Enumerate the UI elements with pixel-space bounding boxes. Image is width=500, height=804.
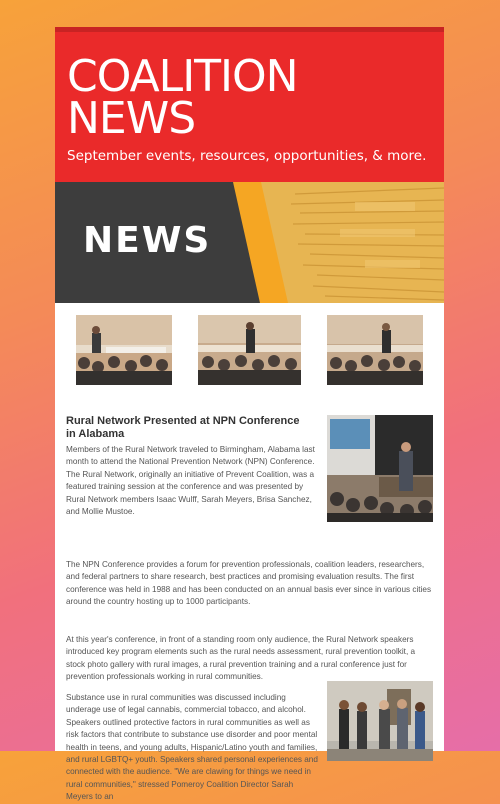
- news-banner: [55, 182, 444, 303]
- article: [66, 415, 433, 802]
- article-paragraph-4: Substance use in rural communities was discussed including underage use of legal cannabis, commercial tobacco, and alcohol. Speakers outlined protective factors in rural communities as well as risk factors that contribute to substance use disorder and poor mental health in teens, and young adults, Hispanic/Latino youth and families, and rural LGBTQ+ youth. Speakers shared personal experiences and connected with the audience. "We are clawing for things we need in rural communities," stressed Pomeroy Coalition Director Sarah Meyers to an: [66, 693, 318, 802]
- article-headline: Rural Network Presented at NPN Conference in Alabama: [66, 415, 300, 440]
- newsletter-card: [55, 27, 444, 802]
- article-paragraph-3: At this year's conference, in front of a standing room only audience, the Rural Network speakers introduced key program elements such as the rural needs assessment, rural prevention toolkit, a stock photo gallery with rural images, a rural prevention training and a rural conference just for prevention professionals working in rural communities.: [66, 635, 416, 682]
- gallery-photo-2[interactable]: [198, 315, 301, 385]
- article-paragraph-2: The NPN Conference provides a forum for prevention professionals, coalition leaders, researchers, and federal partners to share research, best practices and promising evaluation results. The first conference was held in 1988 and has been conducted on an annual basis ever since in various cities around the country hosting up to 1000 participants.: [66, 560, 432, 607]
- gallery-photo-3[interactable]: [327, 315, 423, 385]
- masthead: [55, 32, 444, 182]
- article-photo-speaker[interactable]: [327, 415, 433, 522]
- banner-news-word: NEWS: [83, 220, 212, 261]
- photo-gallery: [55, 303, 444, 387]
- newsletter-title: COALITION NEWS: [67, 51, 298, 144]
- article-paragraph-1: Members of the Rural Network traveled to Birmingham, Alabama last month to attend the National Prevention Network (NPN) Conference. The Rural Network, originally an initiative of Prevent Coalition, was a featured training session at the conference and was presented by Rural Network members Isaac Wulff, Sarah Meyers, Brisa Sanchez, and Mollie Mustoe.: [66, 445, 315, 517]
- article-photo-group[interactable]: [327, 681, 433, 761]
- gallery-photo-1[interactable]: [76, 315, 172, 385]
- newsletter-subtitle: September events, resources, opportunities, & more.: [67, 148, 427, 164]
